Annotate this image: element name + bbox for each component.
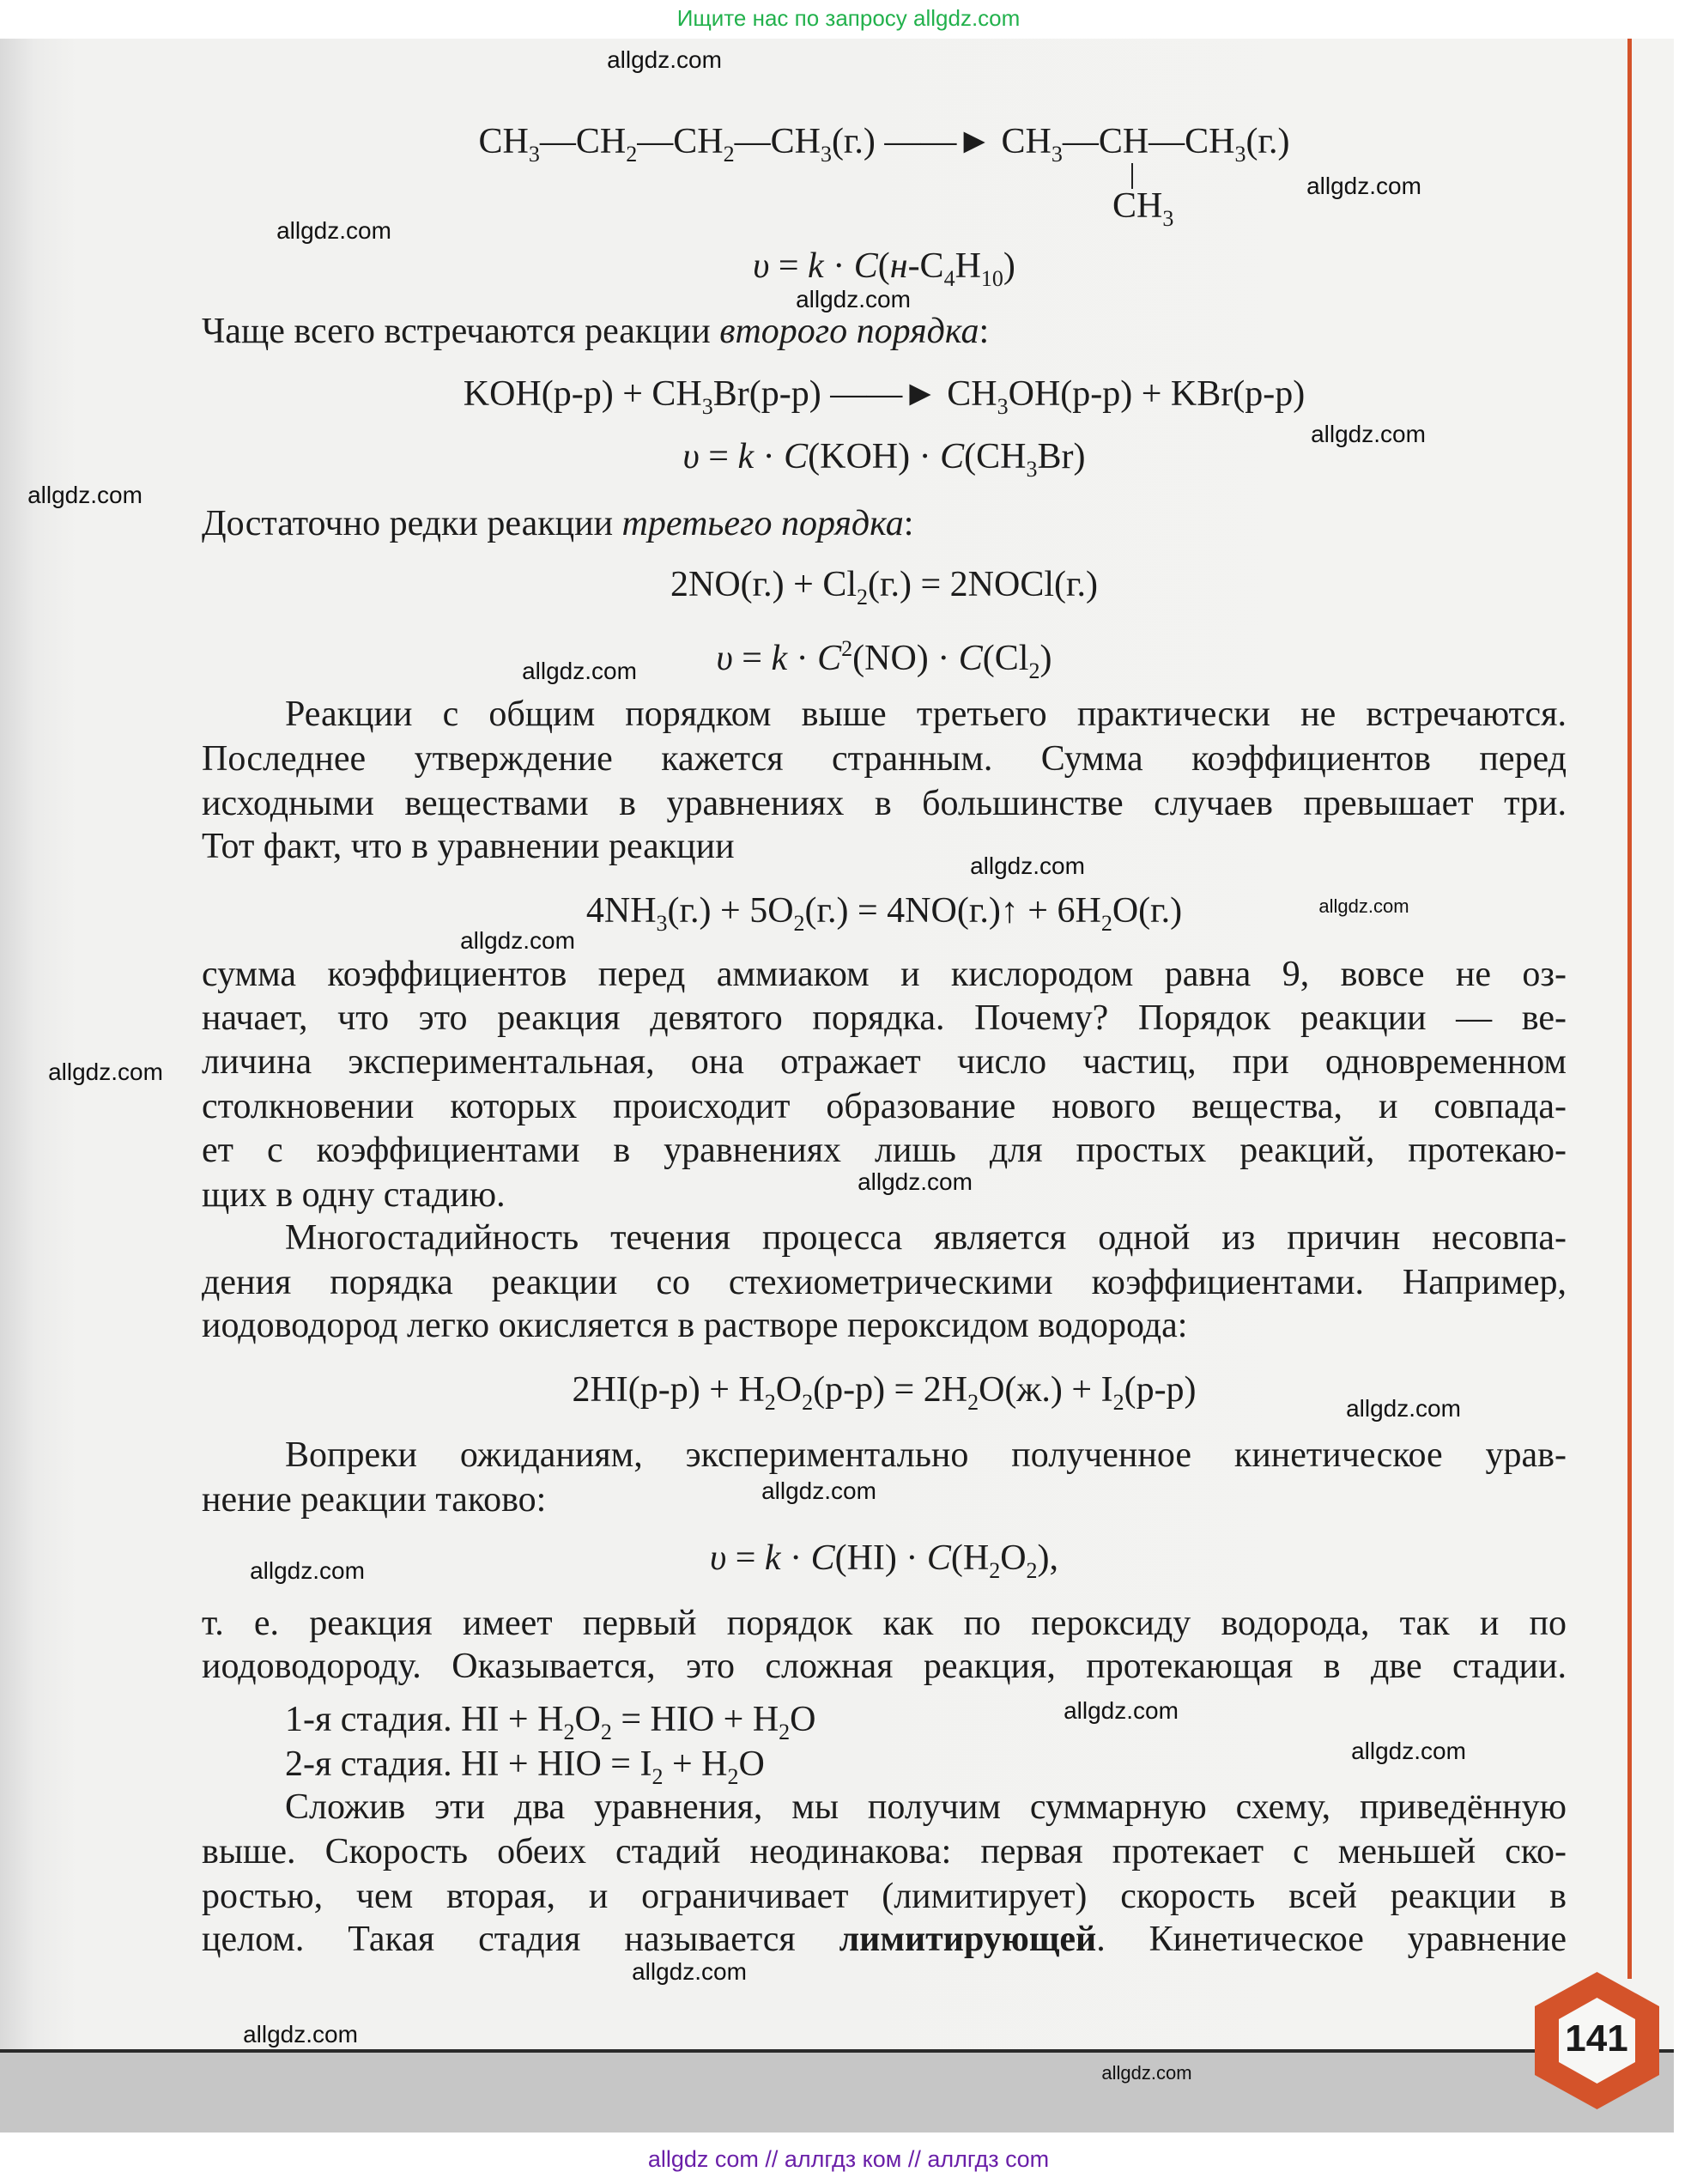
text-segment: ростью, чем вторая, и ограничивает (лимитирует) скорость всей реакции в	[202, 1877, 1567, 1916]
text-segment: (NO) ·	[852, 639, 959, 678]
text-segment: )	[1003, 246, 1015, 286]
text-segment: —CH—CH	[1062, 122, 1235, 161]
text-line	[202, 309, 989, 354]
text-segment: лимитирующей	[839, 1920, 1097, 1959]
text-line	[202, 996, 1567, 1040]
text-segment: столкновении которых происходит образование нового вещества, и совпада-	[202, 1087, 1567, 1126]
text-segment: (HI) ·	[834, 1538, 927, 1578]
text-segment: целом. Такая стадия называется	[202, 1920, 839, 1959]
text-segment: 2	[1100, 911, 1112, 936]
text-segment: CH	[478, 122, 529, 161]
text-segment: т. е. реакция имеет первый порядок как по пероксиду водорода, так и по	[202, 1604, 1567, 1643]
text-segment: 2	[841, 636, 853, 661]
text-segment: исходными веществами в уравнениях в большинстве случаев превышает три.	[202, 784, 1567, 823]
text-segment: 3	[820, 142, 832, 167]
text-segment: 10	[980, 266, 1003, 291]
text-segment: —CH	[637, 122, 724, 161]
text-segment: KOH(р-р) + CH	[463, 374, 702, 414]
watermark-text: allgdz.com	[632, 1958, 747, 1985]
text-line	[285, 692, 1567, 737]
watermark-text: allgdz.com	[276, 217, 391, 244]
text-segment: 4	[943, 266, 955, 291]
text-line	[285, 1433, 1567, 1477]
text-segment: 2-я стадия. HI + HIO = I	[285, 1744, 652, 1784]
text-segment: 2	[727, 1764, 739, 1789]
text-line	[202, 952, 1567, 997]
text-segment: = HIO + H	[611, 1700, 779, 1739]
page-number: 141	[1565, 2017, 1628, 2060]
text-segment: 4NH	[585, 891, 657, 931]
text-segment: 2	[1026, 1558, 1038, 1583]
text-segment: O	[738, 1744, 765, 1784]
text-segment: k	[764, 1538, 781, 1578]
text-line	[202, 1128, 1567, 1173]
text-line	[202, 1173, 506, 1217]
watermark-text: allgdz.com	[1101, 2062, 1192, 2084]
text-segment: ·	[823, 246, 854, 286]
text-segment: O	[790, 1700, 816, 1739]
text-segment: + H	[663, 1744, 728, 1784]
text-segment: 3	[1026, 457, 1038, 482]
text-line	[202, 627, 1567, 694]
text-segment: 1-я стадия. HI + H	[285, 1700, 564, 1739]
text-segment: Последнее утверждение кажется странным. Сумма коэффициентов перед	[202, 739, 1567, 779]
text-segment: Br(р-р) ——► CH	[712, 374, 997, 414]
text-line	[202, 781, 1567, 826]
text-segment: ·	[780, 1538, 811, 1578]
watermark-text: allgdz.com	[796, 286, 911, 312]
text-segment: -C	[907, 246, 944, 286]
text-segment: )	[1039, 639, 1052, 678]
text-segment: C	[817, 639, 842, 678]
text-segment: υ	[682, 437, 700, 476]
red-margin-line	[1627, 39, 1632, 1979]
text-line	[202, 824, 735, 869]
text-line	[202, 1040, 1567, 1084]
watermark-text: allgdz.com	[1064, 1697, 1179, 1724]
text-segment: Сложив эти два уравнения, мы получим суммарную схему, приведённую	[285, 1787, 1567, 1827]
watermark-text: allgdz.com	[858, 1168, 973, 1195]
text-segment: 3	[656, 911, 668, 936]
text-segment: 2	[1112, 1390, 1124, 1415]
text-segment: H	[955, 246, 981, 286]
text-segment: Достаточно редки реакции	[202, 504, 622, 543]
text-line	[285, 1785, 1567, 1829]
text-segment: иодоводород легко окисляется в растворе пероксидом водорода:	[202, 1306, 1188, 1345]
text-segment: н	[889, 246, 908, 286]
text-segment: CH	[1112, 186, 1163, 226]
text-segment: 2	[989, 1558, 1001, 1583]
text-line	[202, 1874, 1567, 1919]
text-line	[202, 1601, 1567, 1646]
text-segment: 2	[967, 1390, 979, 1415]
text-segment: C	[853, 246, 878, 286]
text-segment: O	[775, 1370, 803, 1410]
text-segment: (р-р)	[1124, 1370, 1197, 1410]
text-segment: (H	[950, 1538, 990, 1578]
text-segment: O(г.)	[1112, 891, 1183, 931]
text-segment: υ	[716, 639, 733, 678]
text-line	[202, 1260, 1567, 1305]
text-line	[1112, 184, 1173, 241]
text-segment: 2	[779, 1720, 791, 1744]
text-segment: :	[903, 504, 914, 543]
text-segment: (г.)	[1245, 122, 1290, 161]
text-segment: выше. Скорость обеих стадий неодинакова: первая протекает с меньшей ско-	[202, 1832, 1567, 1872]
text-segment: =	[769, 246, 809, 286]
text-segment: (г.) = 4NO(г.)↑ + 6H	[804, 891, 1101, 931]
text-segment: (CH	[964, 437, 1027, 476]
text-segment: Реакции с общим порядком выше третьего практически не встречаются.	[285, 695, 1567, 734]
top-banner[interactable]: Ищите нас по запросу allgdz.com	[676, 5, 1021, 31]
text-segment: C	[958, 639, 983, 678]
text-segment: 2	[793, 911, 805, 936]
text-line	[202, 1644, 1567, 1689]
text-segment: . Кинетическое уравнение	[1096, 1920, 1567, 1959]
text-line	[202, 1829, 1567, 1874]
text-line	[202, 119, 1567, 177]
text-segment: :	[979, 312, 990, 351]
text-segment: =	[699, 437, 738, 476]
text-segment: личина экспериментальная, она отражает число частиц, при одновременном	[202, 1042, 1567, 1082]
text-segment: щих в одну стадию.	[202, 1175, 506, 1215]
watermark-text: allgdz.com	[970, 852, 1085, 879]
watermark-text: allgdz.com	[1351, 1738, 1466, 1764]
text-segment: 2HI(р-р) + H	[572, 1370, 765, 1410]
watermark-text: allgdz.com	[250, 1557, 365, 1584]
watermark-text: allgdz.com	[1318, 895, 1409, 917]
text-segment: 2NO(г.) + Cl	[670, 565, 858, 604]
text-line	[202, 1084, 1567, 1129]
text-segment: дения порядка реакции со стехиометрическими коэффициентами. Например,	[202, 1263, 1567, 1302]
text-segment: 2	[652, 1764, 664, 1789]
bottom-gray-band	[0, 2049, 1674, 2132]
text-segment: O(ж.) + I	[979, 1370, 1113, 1410]
text-segment: =	[732, 639, 772, 678]
text-line	[285, 1216, 1567, 1260]
watermark-text: allgdz.com	[761, 1477, 876, 1504]
text-segment: 2	[1028, 658, 1040, 683]
text-segment: C	[810, 1538, 835, 1578]
text-segment: (г.) = 2NOCl(г.)	[868, 565, 1098, 604]
text-segment: второго порядка	[719, 312, 979, 351]
watermark-text: allgdz.com	[1311, 421, 1426, 447]
text-segment: 2	[723, 142, 735, 167]
text-line	[202, 737, 1567, 781]
text-segment: Многостадийность течения процесса является одной из причин несовпа-	[285, 1218, 1567, 1258]
watermark-text: allgdz.com	[607, 46, 722, 73]
text-segment: C	[940, 437, 965, 476]
watermark-text: allgdz.com	[522, 658, 637, 684]
text-segment: υ	[753, 246, 770, 286]
watermark-text: allgdz.com	[1306, 173, 1421, 199]
text-line	[202, 1536, 1567, 1593]
text-segment: C	[784, 437, 809, 476]
text-segment: k	[737, 437, 755, 476]
text-segment: ·	[787, 639, 818, 678]
text-segment: k	[808, 246, 824, 286]
text-segment: 2	[857, 585, 869, 610]
text-segment: начает, что это реакция девятого порядка. Почему? Порядок реакции — ве-	[202, 998, 1567, 1038]
text-segment: Вопреки ожиданиям, экспериментально полученное кинетическое урав-	[285, 1435, 1567, 1475]
text-segment: 2	[600, 1720, 612, 1744]
text-segment: 2	[802, 1390, 814, 1415]
text-segment: Тот факт, что в уравнении реакции	[202, 827, 735, 866]
text-segment: O	[574, 1700, 601, 1739]
text-segment: третьего порядка	[621, 504, 904, 543]
text-segment: =	[726, 1538, 765, 1578]
text-segment: сумма коэффициентов перед аммиаком и кислородом равна 9, вовсе не оз-	[202, 955, 1567, 994]
text-segment: Br)	[1037, 437, 1086, 476]
text-segment: ·	[754, 437, 785, 476]
text-segment: 3	[528, 142, 540, 167]
text-segment: (Cl	[982, 639, 1029, 678]
text-segment: (р-р) = 2H	[813, 1370, 968, 1410]
text-segment: 2	[764, 1390, 776, 1415]
text-line	[202, 1303, 1187, 1348]
text-segment: 3	[1162, 206, 1174, 231]
text-segment: OH(р-р) + KBr(р-р)	[1008, 374, 1306, 414]
text-segment: C	[926, 1538, 951, 1578]
text-segment: нение реакции таково:	[202, 1480, 547, 1520]
text-segment: —CH	[734, 122, 821, 161]
text-segment: (г.) + 5O	[667, 891, 794, 931]
text-segment: (	[877, 246, 890, 286]
text-line	[202, 562, 1567, 620]
text-segment: —CH	[539, 122, 627, 161]
watermark-text: allgdz.com	[1346, 1395, 1461, 1422]
text-segment: 2	[563, 1720, 575, 1744]
text-segment: Чаще всего встречаются реакции	[202, 312, 720, 351]
text-segment: 3	[997, 394, 1009, 419]
watermark-text: allgdz.com	[27, 482, 142, 508]
text-segment: 3	[701, 394, 713, 419]
watermark-text: allgdz.com	[48, 1059, 163, 1085]
text-segment: (г.) ——► CH	[831, 122, 1052, 161]
text-segment: 3	[1051, 142, 1063, 167]
text-segment: 2	[626, 142, 638, 167]
text-line	[202, 1477, 546, 1522]
text-segment: 3	[1234, 142, 1246, 167]
text-segment: υ	[709, 1538, 727, 1578]
watermark-text: allgdz.com	[243, 2021, 358, 2048]
footer-links[interactable]: allgdz com // аллгдз ком // аллгдз com	[647, 2146, 1050, 2172]
text-segment: иодоводороду. Оказывается, это сложная реакция, протекающая в две стадии.	[202, 1647, 1567, 1686]
text-segment: O	[1000, 1538, 1027, 1578]
text-segment: (KOH) ·	[808, 437, 941, 476]
text-segment: ет с коэффициентами в уравнениях лишь для простых реакций, протекаю-	[202, 1131, 1567, 1170]
text-line	[202, 1917, 1567, 1962]
text-segment: k	[771, 639, 788, 678]
text-line	[202, 501, 913, 546]
watermark-text: allgdz.com	[460, 927, 575, 954]
text-segment: ),	[1037, 1538, 1059, 1578]
